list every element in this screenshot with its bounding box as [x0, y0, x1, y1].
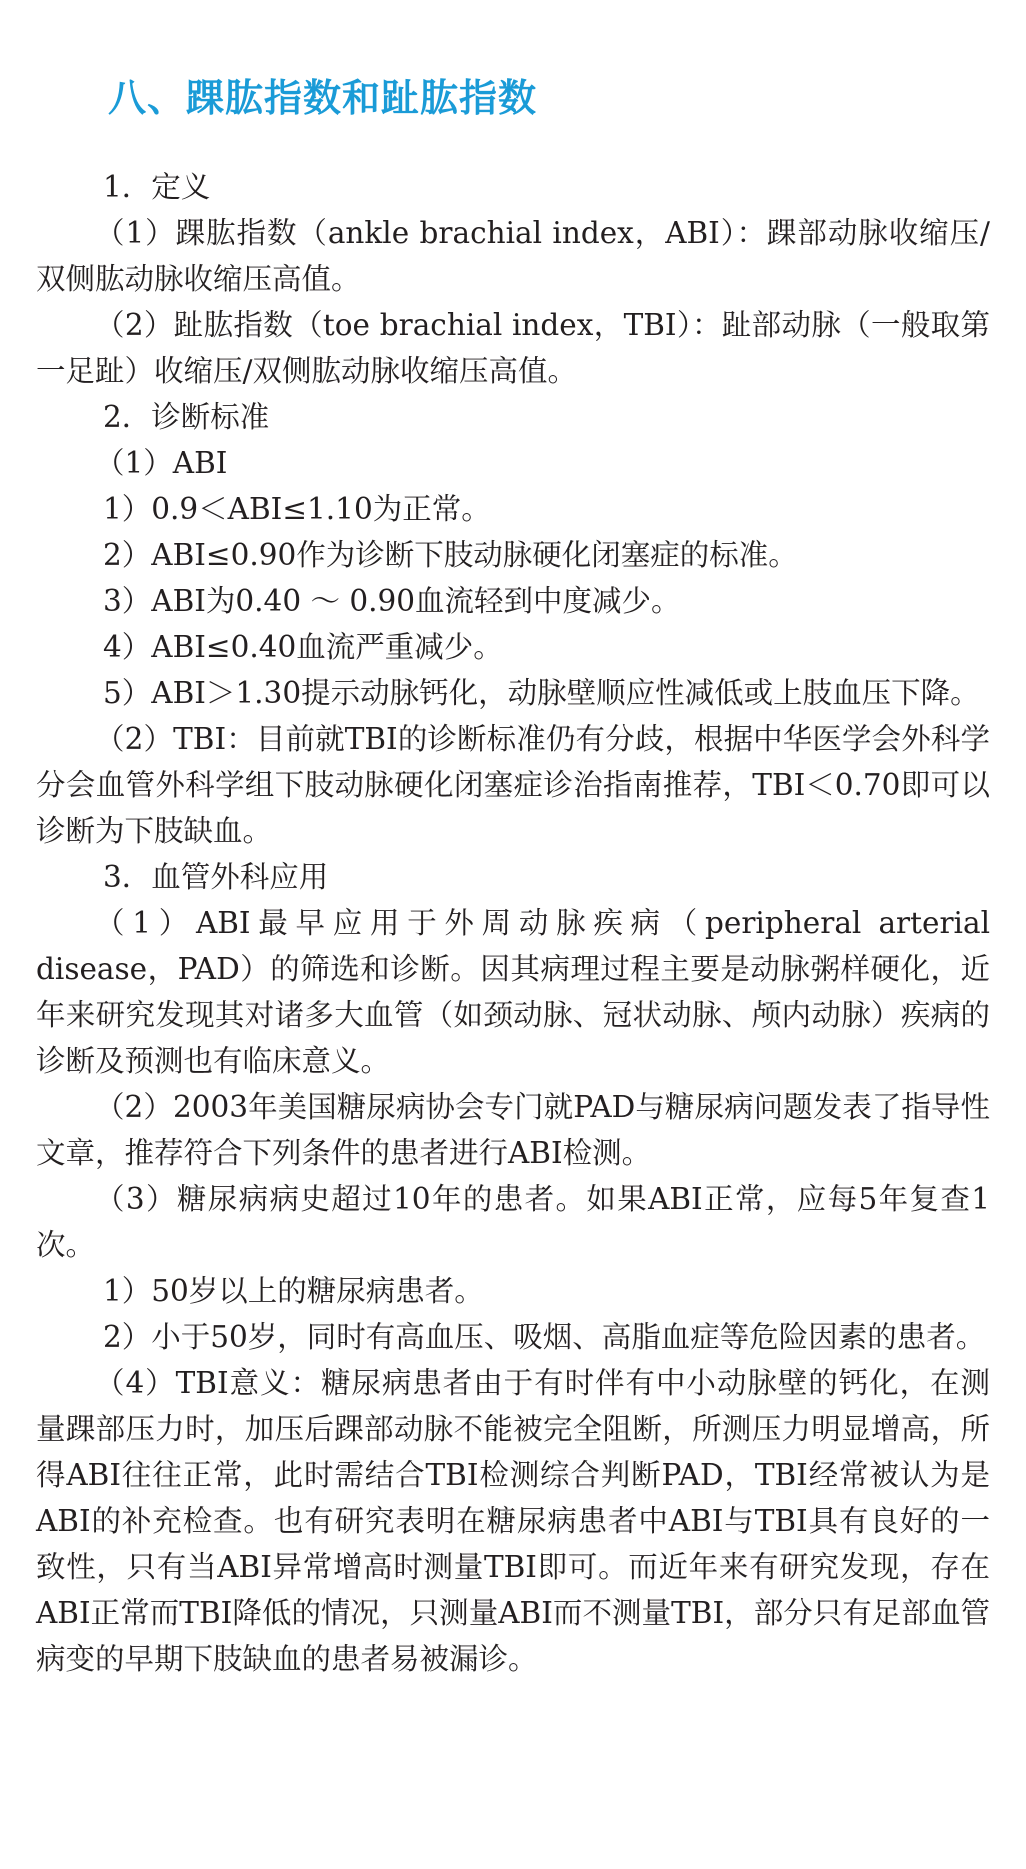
paragraph-tbi-criteria: （2）TBI：目前就TBI的诊断标准仍有分歧，根据中华医学会外科学分会血管外科学组下肢动脉硬化闭塞症诊治指南推荐，TBI＜0.70即可以诊断为下肢缺血。: [36, 722, 990, 848]
paragraph-tbi-significance: （4）TBI意义：糖尿病患者由于有时伴有中小动脉壁的钙化，在测量踝部压力时，加压后踝部动脉不能被完全阻断，所测压力明显增高，所得ABI往往正常，此时需结合TBI检测综合判断PAD，TBI经常被认为是ABI的补充检查。也有研究表明在糖尿病患者中ABI与TBI具有良好的一致性，只有当ABI异常增高时测量TBI即可。而近年来有研究发现，存在ABI正常而TBI降低的情况，只测量ABI而不测量TBI，部分只有足部血管病变的早期下肢缺血的患者易被漏诊。: [36, 1366, 990, 1676]
subsection-diagnostic-criteria: 2．诊断标准: [103, 400, 270, 434]
list-item-under-50: 2）小于50岁，同时有高血压、吸烟、高脂血症等危险因素的患者。: [103, 1320, 986, 1354]
paragraph-abi-definition: （1）踝肱指数（ankle brachial index，ABI）：踝部动脉收缩压/双侧肱动脉收缩压高值。: [36, 216, 990, 296]
paragraph-abi-application: （1）ABI最早应用于外周动脉疾病（peripheral arterial disease，PAD）的筛选和诊断。因其病理过程主要是动脉粥样硬化，近年来研究发现其对诸多大血管（如颈动脉、冠状动脉、颅内动脉）疾病的诊断及预测也有临床意义。: [36, 906, 990, 1078]
paragraph-tbi-definition: （2）趾肱指数（toe brachial index，TBI）：趾部动脉（一般取第一足趾）收缩压/双侧肱动脉收缩压高值。: [36, 308, 990, 388]
paragraph-ada-2003: （2）2003年美国糖尿病协会专门就PAD与糖尿病问题发表了指导性文章，推荐符合下列条件的患者进行ABI检测。: [36, 1090, 990, 1170]
subsection-definition: 1．定义: [103, 170, 211, 204]
paragraph-diabetes-history: （3）糖尿病病史超过10年的患者。如果ABI正常，应每5年复查1次。: [36, 1182, 990, 1262]
section-heading: 八、踝肱指数和趾肱指数: [108, 76, 538, 120]
list-item-abi-severe: 4）ABI≤0.40血流严重减少。: [103, 630, 503, 664]
paragraph-abi-label: （1）ABI: [95, 446, 228, 480]
subsection-vascular-surgery: 3．血管外科应用: [103, 860, 329, 894]
list-item-abi-calcification: 5）ABI＞1.30提示动脉钙化，动脉壁顺应性减低或上肢血压下降。: [103, 676, 980, 710]
list-item-abi-mild: 3）ABI为0.40 ～ 0.90血流轻到中度减少。: [103, 584, 681, 618]
list-item-abi-normal: 1）0.9＜ABI≤1.10为正常。: [103, 492, 491, 526]
list-item-over-50: 1）50岁以上的糖尿病患者。: [103, 1274, 484, 1308]
list-item-abi-diagnosis: 2）ABI≤0.90作为诊断下肢动脉硬化闭塞症的标准。: [103, 538, 798, 572]
